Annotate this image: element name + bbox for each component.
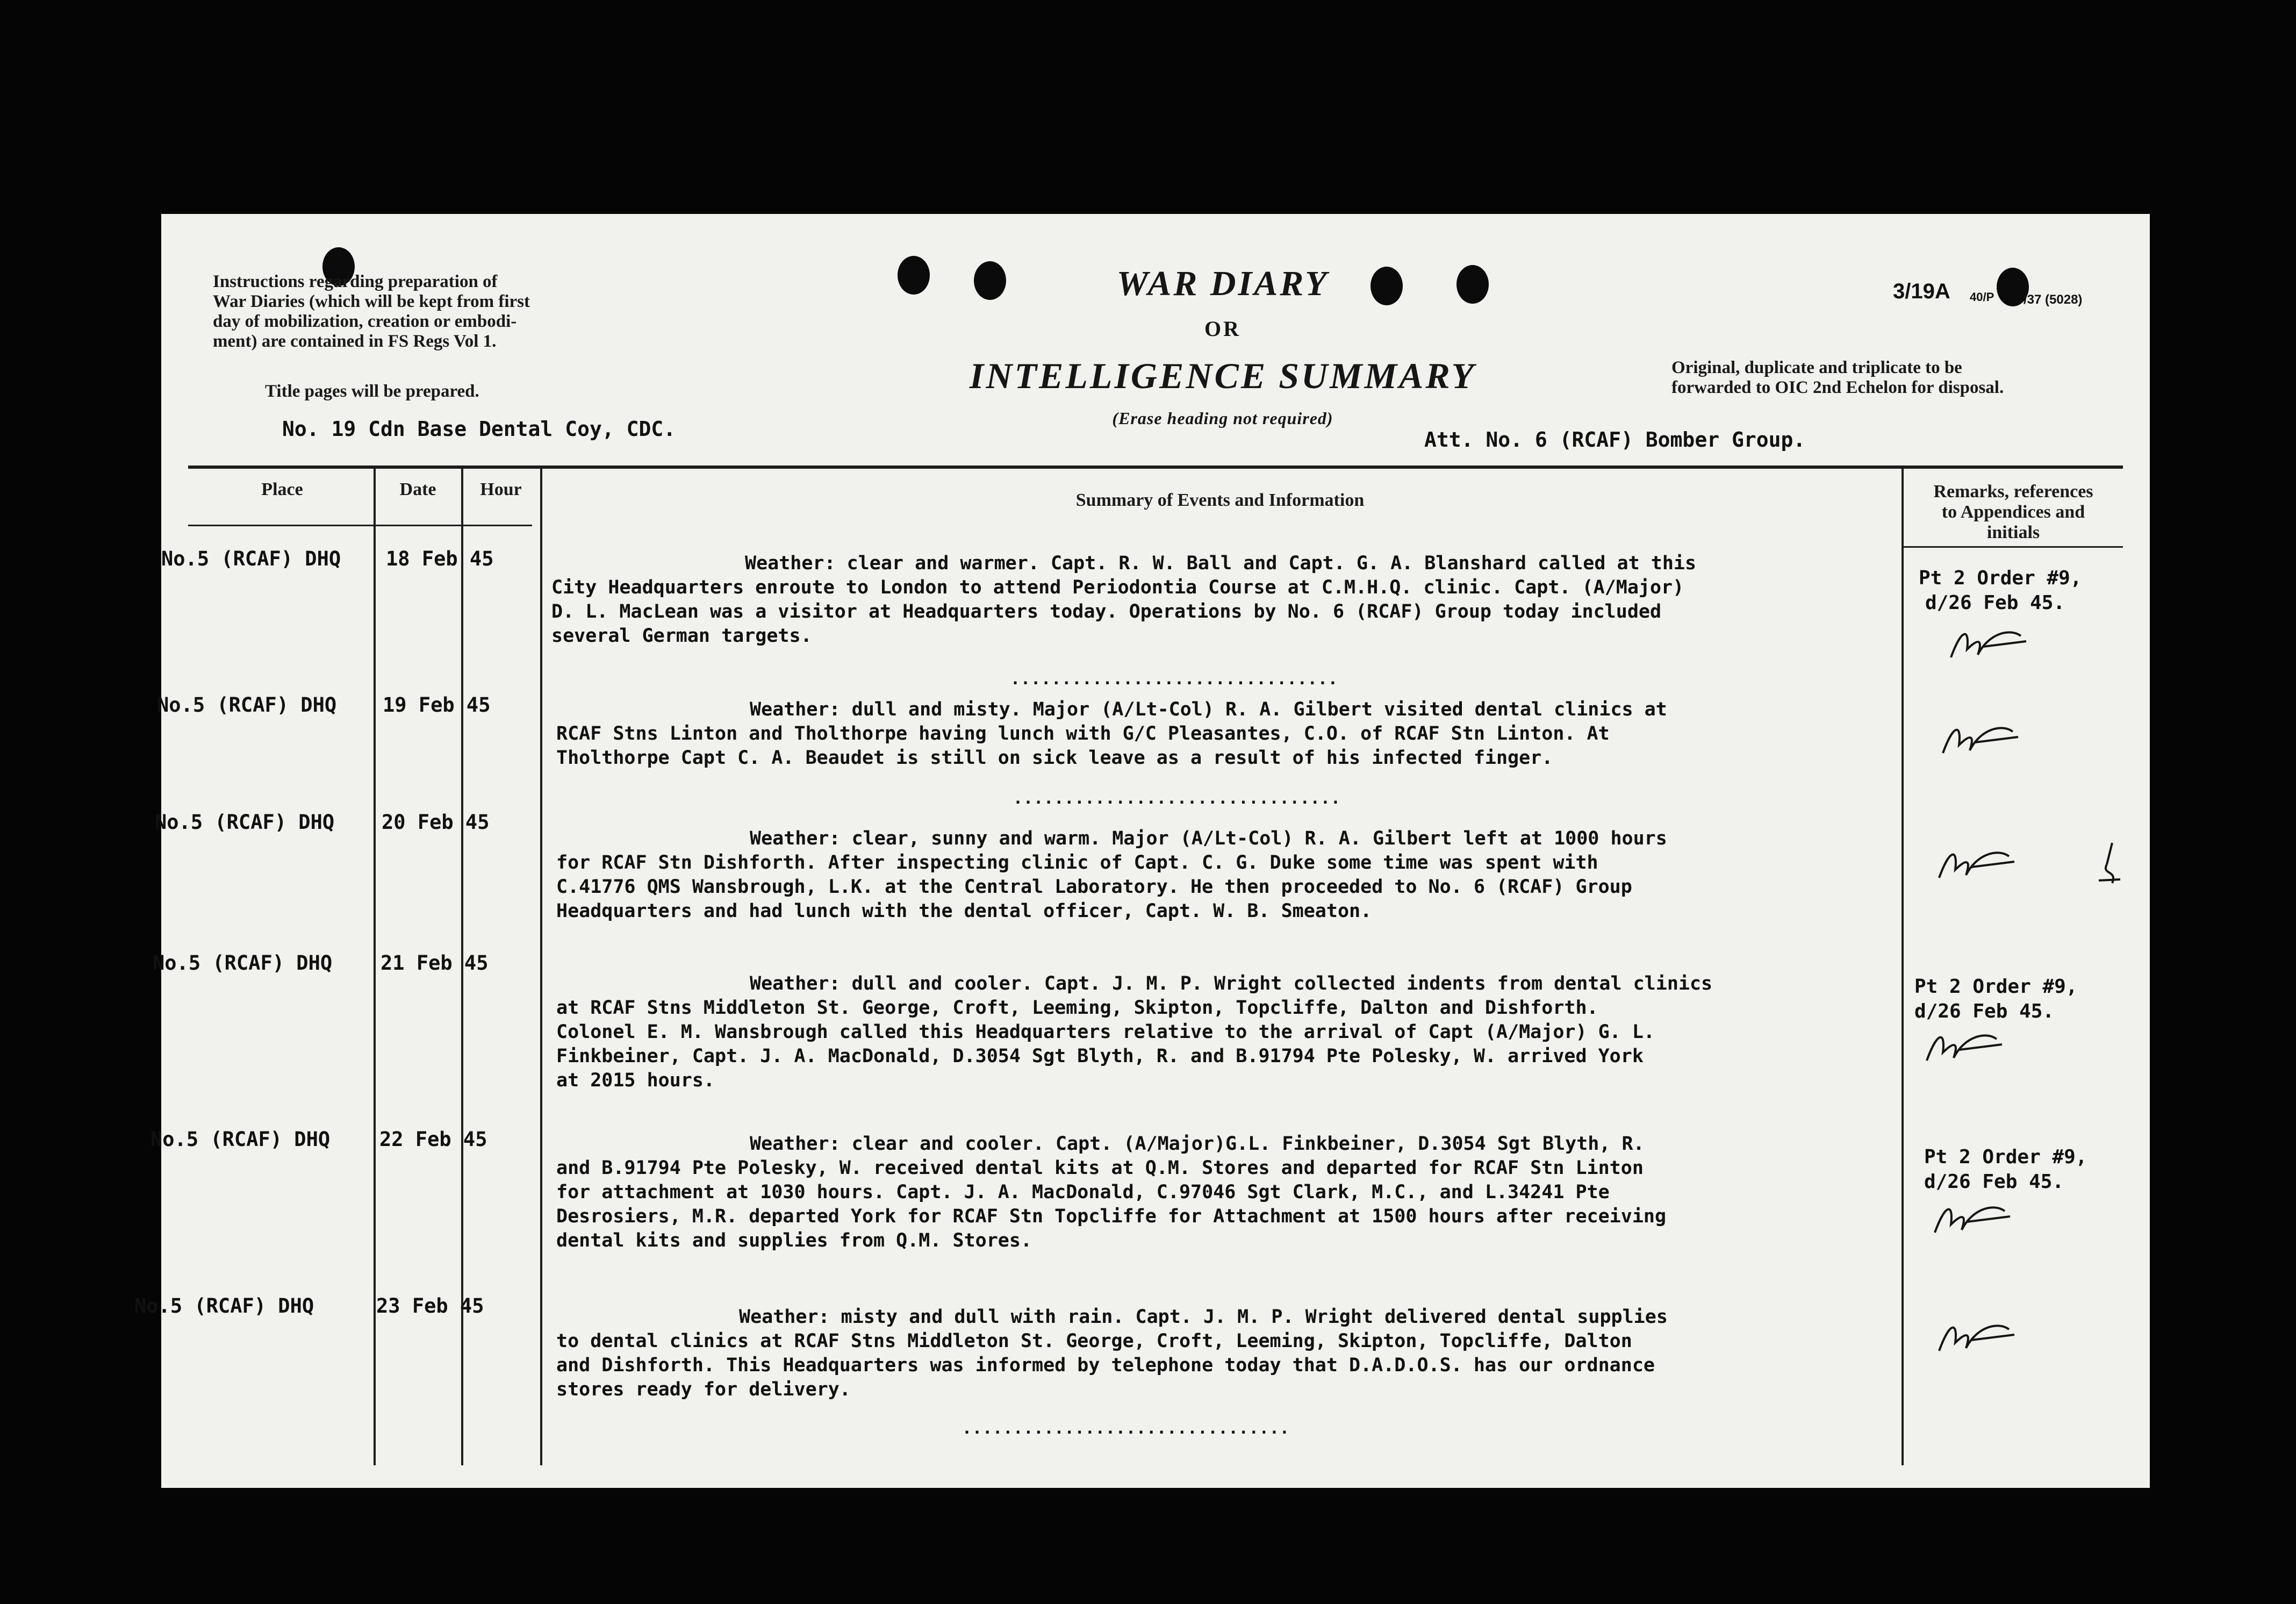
initials-mark — [2091, 837, 2128, 891]
entry-place: No.5 (RCAF) DHQ — [153, 951, 333, 975]
summary-line: Weather: dull and cooler. Capt. J. M. P. Wright collected indents from dental clinics — [750, 973, 1713, 994]
remarks-line: d/26 Feb 45. — [1924, 1171, 2064, 1193]
summary-line: City Headquarters enroute to London to attend Periodontia Course at C.M.H.Q. clinic. Capt. (A/Major) — [551, 577, 1684, 598]
entry-date: 22 Feb 45 — [379, 1128, 487, 1151]
distribution-line: forwarded to OIC 2nd Echelon for disposal. — [1671, 378, 2004, 397]
form-reference: /37 (5028) — [2024, 292, 2083, 307]
entry-date: 23 Feb 45 — [376, 1294, 484, 1317]
summary-line: D. L. MacLean was a visitor at Headquarters today. Operations by No. 6 (RCAF) Group today included — [551, 601, 1662, 622]
initials-signature — [1934, 837, 2020, 886]
form-title-intelligence-summary: INTELLIGENCE SUMMARY — [969, 355, 1476, 396]
distribution-note — [1671, 358, 2134, 398]
entry-date: 18 Feb 45 — [386, 547, 494, 570]
instructions-line: ment) are contained in FS Regs Vol 1. — [213, 332, 497, 351]
entry-remarks — [1919, 566, 2082, 615]
summary-line: Desrosiers, M.R. departed York for RCAF Stn Topcliffe for Attachment at 1500 hours after receiving — [556, 1206, 1667, 1227]
form-title-or: OR — [1204, 317, 1241, 341]
initials-signature — [1921, 1020, 2007, 1069]
initials-signature — [1946, 617, 2032, 665]
remarks-line: Pt 2 Order #9, — [1924, 1146, 2087, 1168]
column-divider-place — [374, 466, 376, 1465]
initials-signature — [1934, 1311, 2020, 1359]
column-divider-hour — [540, 466, 542, 1465]
summary-line: stores ready for delivery. — [556, 1379, 851, 1400]
remarks-line: Pt 2 Order #9, — [1919, 567, 2082, 589]
war-diary-page — [134, 214, 2150, 1488]
header-bottom-rule-right — [1903, 546, 2123, 548]
summary-line: Weather: clear, sunny and warm. Major (A/Lt-Col) R. A. Gilbert left at 1000 hours — [750, 828, 1667, 849]
form-number: 3/19A — [1893, 280, 1950, 303]
entry-summary — [556, 698, 1911, 770]
summary-line: for attachment at 1030 hours. Capt. J. A. MacDonald, C.97046 Sgt Clark, M.C., and L.34241 Pte — [556, 1181, 1610, 1203]
entry-place: No.5 (RCAF) DHQ — [157, 693, 337, 717]
remarks-line: Pt 2 Order #9, — [1914, 976, 2078, 998]
summary-line: Finkbeiner, Capt. J. A. MacDonald, D.3054 Sgt Blyth, R. and B.91794 Pte Polesky, W. arrived York — [556, 1046, 1644, 1067]
table-top-rule — [188, 466, 2123, 469]
remarks-header-line: to Appendices and — [1941, 502, 2085, 522]
unit-name: No. 19 Cdn Base Dental Coy, CDC. — [282, 417, 676, 441]
initials-signature — [1938, 713, 2024, 761]
remarks-line: d/26 Feb 45. — [1925, 592, 2065, 614]
summary-line: several German targets. — [551, 625, 812, 647]
summary-line: Weather: misty and dull with rain. Capt. J. M. P. Wright delivered dental supplies — [739, 1306, 1668, 1328]
punch-hole — [898, 256, 930, 295]
summary-line: and Dishforth. This Headquarters was informed by telephone today that D.A.D.O.S. has our ordnance — [556, 1355, 1655, 1376]
summary-line: Tholthorpe Capt C. A. Beaudet is still on sick leave as a result of his infected finger. — [556, 747, 1553, 769]
summary-line: and B.91794 Pte Polesky, W. received dental kits at Q.M. Stores and departed for RCAF Stn Linton — [556, 1157, 1644, 1179]
summary-line: Weather: dull and misty. Major (A/Lt-Col) R. A. Gilbert visited dental clinics at — [750, 699, 1667, 720]
entry-date: 19 Feb 45 — [383, 693, 491, 717]
remarks-header-line: initials — [1986, 522, 2040, 542]
instructions-line: day of mobilization, creation or embodi- — [213, 312, 517, 331]
column-header-remarks — [1906, 482, 2121, 543]
header-bottom-rule — [188, 525, 532, 526]
entry-summary — [556, 972, 1911, 1093]
entry-place: No.5 (RCAF) DHQ — [134, 1294, 314, 1317]
entry-place: No.5 (RCAF) DHQ — [161, 547, 341, 570]
form-code: 40/P — [1970, 290, 1994, 304]
summary-line: Weather: clear and warmer. Capt. R. W. Ball and Capt. G. A. Blanshard called at this — [745, 553, 1697, 574]
summary-line: to dental clinics at RCAF Stns Middleton St. George, Croft, Leeming, Skipton, Topcliffe, Dalton — [556, 1330, 1632, 1352]
entry-remarks — [1924, 1145, 2087, 1194]
instructions-note — [213, 272, 777, 352]
distribution-line: Original, duplicate and triplicate to be — [1671, 358, 1962, 377]
entry-separator: ................................ — [1013, 789, 1341, 808]
entry-separator: ................................ — [962, 1419, 1290, 1438]
column-header-summary: Summary of Events and Information — [1075, 490, 1365, 510]
title-pages-note: Title pages will be prepared. — [265, 382, 479, 401]
entry-place: No.5 (RCAF) DHQ — [155, 811, 335, 834]
summary-line: at 2015 hours. — [556, 1070, 715, 1091]
entry-separator: ................................ — [1010, 670, 1338, 689]
erase-heading-note: (Erase heading not required) — [1112, 409, 1333, 428]
entry-summary — [556, 1132, 1911, 1253]
entry-summary — [556, 827, 1911, 923]
column-header-hour: Hour — [480, 479, 522, 499]
summary-line: C.41776 QMS Wansbrough, L.K. at the Central Laboratory. He then proceeded to No. 6 (RCAF) Group — [556, 876, 1632, 898]
entry-date: 21 Feb 45 — [381, 951, 489, 975]
summary-line: dental kits and supplies from Q.M. Stores. — [556, 1230, 1032, 1251]
summary-line: Colonel E. M. Wansbrough called this Headquarters relative to the arrival of Capt (A/Major) G. L. — [556, 1021, 1655, 1043]
instructions-line: War Diaries (which will be kept from first — [213, 292, 530, 311]
attachment-note: Att. No. 6 (RCAF) Bomber Group. — [1424, 428, 1806, 452]
summary-line: Headquarters and had lunch with the dental officer, Capt. W. B. Smeaton. — [556, 900, 1372, 922]
form-title-war-diary: WAR DIARY — [1116, 264, 1329, 303]
column-header-date: Date — [399, 479, 436, 499]
instructions-line: Instructions regarding preparation of — [213, 272, 498, 291]
column-header-place: Place — [261, 479, 303, 499]
remarks-line: d/26 Feb 45. — [1914, 1000, 2055, 1022]
entry-place: No.5 (RCAF) DHQ — [150, 1128, 331, 1151]
initials-signature — [1929, 1192, 2015, 1241]
remarks-header-line: Remarks, references — [1933, 482, 2093, 502]
summary-line: for RCAF Stn Dishforth. After inspecting clinic of Capt. C. G. Duke some time was spent with — [556, 852, 1598, 873]
summary-line: RCAF Stns Linton and Tholthorpe having lunch with G/C Pleasantes, C.O. of RCAF Stn Linton. At — [556, 723, 1610, 744]
entry-remarks — [1914, 975, 2077, 1024]
entry-summary — [556, 1305, 1911, 1402]
entry-date: 20 Feb 45 — [382, 811, 490, 834]
entry-summary — [551, 552, 1906, 648]
summary-line: Weather: clear and cooler. Capt. (A/Major)G.L. Finkbeiner, D.3054 Sgt Blyth, R. — [750, 1133, 1645, 1155]
summary-line: at RCAF Stns Middleton St. George, Croft, Leeming, Skipton, Topcliffe, Dalton and Dishforth. — [556, 997, 1598, 1019]
